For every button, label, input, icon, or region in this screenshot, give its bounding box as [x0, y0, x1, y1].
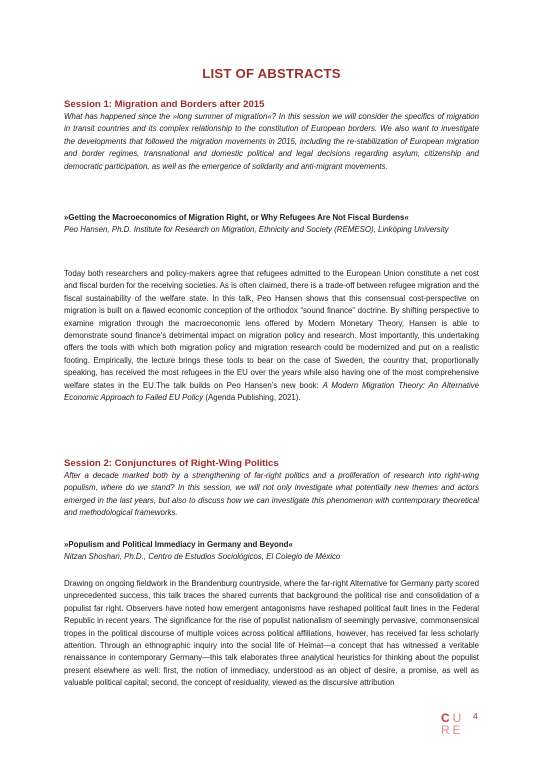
- talk-1-abstract-text: [64, 268, 479, 404]
- session-1-description: What has happened since the »long summer of migration«? In this session we will consider the specifics of migration in transit countries and its complex relationship to the constitution of European borders. We also want to investigate the developments that followed the migration movements in 2015, including the re-stabilization of European migration and border regimes, transnational and domestic political and legal decisions regarding asylum, citizenship and democratic participation, as well as the emergence of solidarity and anti-migrant movements.: [64, 112, 479, 171]
- logo-letter-e: E: [452, 723, 462, 737]
- talk-1-speaker: Peo Hansen, Ph.D. Institute for Research on Migration, Ethnicity and Society (REMESO), Linköping University: [64, 225, 449, 235]
- logo-letter-c: C: [441, 711, 451, 725]
- session-1-title: Session 1: Migration and Borders after 2015: [64, 99, 265, 110]
- talk-2-title: »Populism and Political Immediacy in Germany and Beyond«: [64, 540, 293, 549]
- talk-2-speaker: Nitzan Shoshan, Ph.D., Centro de Estudios Sociológicos, El Colegio de México: [64, 552, 341, 562]
- talk-1-abstract-end: (Agenda Publishing, 2021).: [203, 393, 301, 403]
- session-2-description: After a decade marked both by a strengthening of far-right politics and a proliferation of research into right-wing populism, where do we stand? In this session, we will not only investigate what potentially new themes and actors emerged in the last years, but also to discuss how we can investigate this phenomenon with contemporary theoretical and methodological frameworks.: [64, 471, 479, 518]
- session-2: [64, 458, 479, 520]
- page-number: 4: [473, 711, 478, 721]
- talk-2: [64, 539, 479, 564]
- talk-2-abstract-text: Drawing on ongoing fieldwork in the Brandenburg countryside, where the far-right Alternative for Germany party scored unprecedented success, this talk traces the shared currents that background the political rise and consolidation of a populist far right. Observers have noted how emergent antagonisms have reshaped political fault lines in the Federal Republic in recent years. The significance for the rise of populist nationalism of seemingly pervasive, commonsensical tropes in the political discourse of multiple voices across political affiliations, however, has received far less scholarly attention. Through an ethnographic inquiry into the social life of Heimat—a concept that has witnessed a veritable renaissance in contemporary Germany—this talk elaborates three analytical heuristics for thinking about the populist present elsewhere as well: first, the notion of immediacy, understood as an object of desire, a promise, as well as valuable political capital; second, the concept of residuality, viewed as the discursive attribution: [64, 579, 479, 688]
- logo-letter-u: U: [452, 711, 463, 725]
- talk-2-abstract: [64, 578, 479, 690]
- logo-letter-r: R: [441, 723, 451, 737]
- session-1: [64, 99, 479, 173]
- talk-1-abstract: [64, 268, 479, 404]
- talk-1-book-title: A Modern Migration Theory: An Alternative Economic Approach to Failed EU Policy: [64, 380, 480, 403]
- talk-1-abstract-main: Today both researchers and policy-makers agree that refugees admitted to the European Union constitute a net cost and fiscal burden for the receiving societies. As is often claimed, there is a trade-off between refugee migration and the fiscal sustainability of the welfare state. In this talk, Peo Hansen shows that this consensual cost-perspective on migration is built on a flawed economic conception of the orthodox “sound finance” doctrine. By shifting perspective to examine migration through the macroeconomic lens offered by Modern Monetary Theory, Hansen is able to demonstrate sound finance’s detrimental impact on migration policy and research. Most importantly, this undertaking offers the tools with which both migration policy and migration research could be modernized and put on a realistic footing. Empirically, the lecture brings these tools to bear on the case of Sweden, the country that, proportionally speaking, has received the most refugees in the EU over the years while also having one of the most comprehensive welfare states in the EU.The talk builds on Peo Hansen’s new book:: [64, 269, 479, 390]
- talk-1-title: »Getting the Macroeconomics of Migration Right, or Why Refugees Are Not Fiscal Burdens«: [64, 213, 409, 222]
- talk-1: [64, 212, 479, 237]
- session-2-title: Session 2: Conjunctures of Right-Wing Politics: [64, 458, 279, 469]
- page-title: LIST OF ABSTRACTS: [202, 66, 341, 81]
- cure-logo: [441, 712, 463, 736]
